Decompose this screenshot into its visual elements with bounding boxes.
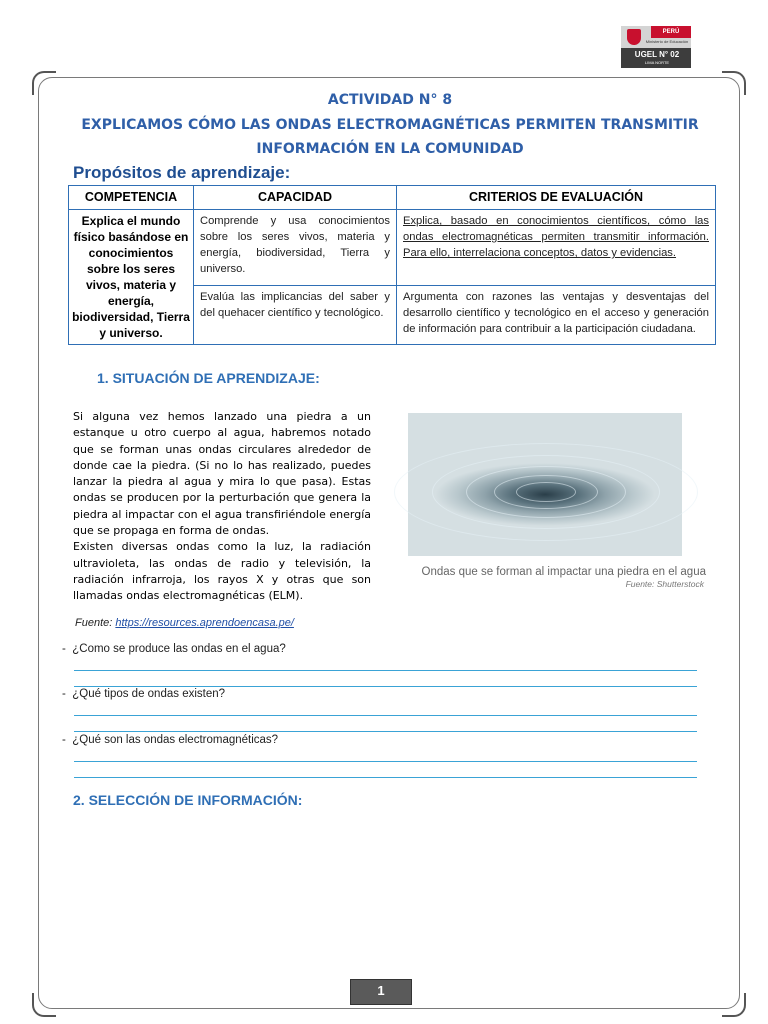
ripple-ring xyxy=(394,443,698,541)
capacidad-cell: Comprende y usa conocimientos sobre los seres vivos, materia y energía, biodiversidad, Tierra y universo. xyxy=(194,210,397,286)
question-1 xyxy=(62,643,286,655)
page-number: 1 xyxy=(350,979,412,1005)
column-header-competencia: COMPETENCIA xyxy=(69,186,194,210)
shield-icon xyxy=(627,29,641,45)
frame-corner-bottom-left xyxy=(32,993,56,1017)
logo-unit: UGEL N° 02 xyxy=(634,50,680,59)
situacion-text xyxy=(73,409,371,605)
criterio-text: Explica, basado en conocimientos científicos, cómo las ondas electromagnéticas permiten transmitir información. Para ello, interrelaciona conceptos, datos y evidencias. xyxy=(403,215,709,259)
logo-country: PERÚ xyxy=(651,26,691,38)
table-row xyxy=(69,210,716,286)
question-2 xyxy=(62,688,225,700)
criterio-cell: Argumenta con razones las ventajas y desventajas del desarrollo científico y tecnológico en el acceso y generación de información para contribuir a la participación ciudadana. xyxy=(397,286,716,345)
photo-caption: Ondas que se forman al impactar una piedra en el agua xyxy=(421,566,706,578)
question-text: ¿Qué son las ondas electromagnéticas? xyxy=(72,734,279,746)
activity-title-line-1: EXPLICAMOS CÓMO LAS ONDAS ELECTROMAGNÉTICAS PERMITEN TRANSMITIR xyxy=(81,117,699,133)
source-line xyxy=(75,617,294,629)
activity-number: ACTIVIDAD N° 8 xyxy=(327,92,453,108)
answer-line[interactable] xyxy=(74,777,697,778)
question-text: ¿Qué tipos de ondas existen? xyxy=(72,688,226,700)
situacion-paragraph-2: Existen diversas ondas como la luz, la radiación ultravioleta, las ondas de radio y televisión, la radiación infrarroja, los rayos X y otras que son llamadas ondas electromagnéticas (ELM). xyxy=(73,540,371,603)
question-bullet: - xyxy=(62,688,66,700)
capacidad-cell: Evalúa las implicancias del saber y del quehacer científico y tecnológico. xyxy=(194,286,397,345)
competencia-cell: Explica el mundo físico basándose en conocimientos sobre los seres vivos, materia y energía, biodiversidad, Tierra y universo. xyxy=(69,210,194,345)
source-link[interactable]: https://resources.aprendoencasa.pe/ xyxy=(115,617,294,629)
column-header-criterios: CRITERIOS DE EVALUACIÓN xyxy=(397,186,716,210)
column-header-capacidad: CAPACIDAD xyxy=(194,186,397,210)
photo-source: Fuente: Shutterstock xyxy=(625,579,704,589)
answer-line[interactable] xyxy=(74,731,697,732)
activity-title-line-2: INFORMACIÓN EN LA COMUNIDAD xyxy=(256,141,524,157)
section-heading-seleccion: 2. SELECCIÓN DE INFORMACIÓN: xyxy=(73,792,303,808)
logo-region: LIMA NORTE xyxy=(644,60,670,65)
answer-line[interactable] xyxy=(74,670,697,671)
frame-corner-bottom-right xyxy=(722,993,746,1017)
answer-line[interactable] xyxy=(74,686,697,687)
ugel-logo xyxy=(621,26,691,68)
logo-bottom-band xyxy=(621,48,691,68)
answer-line[interactable] xyxy=(74,715,697,716)
section-heading-situacion: 1. SITUACIÓN DE APRENDIZAJE: xyxy=(97,370,320,386)
logo-ministry: Ministerio de Educación xyxy=(645,39,689,44)
source-label: Fuente: xyxy=(75,617,113,629)
question-bullet: - xyxy=(62,643,66,655)
answer-line[interactable] xyxy=(74,761,697,762)
competency-table xyxy=(68,185,716,345)
question-3 xyxy=(62,734,278,746)
water-ripples-photo xyxy=(408,413,682,556)
question-text: ¿Como se produce las ondas en el agua? xyxy=(72,643,286,655)
situacion-paragraph-1: Si alguna vez hemos lanzado una piedra a un estanque u otro cuerpo al agua, habremos notado que se forman unas ondas circulares alrededor de donde cae la piedra. (Si no lo has realizado, puedes lanzar la piedra al agua y mira lo que pasa). Estas ondas se producen por la perturbación que genera la piedra al impactar con el agua transfiriéndole energía que se propaga en forma de ondas. xyxy=(73,410,371,538)
question-bullet: - xyxy=(62,734,66,746)
propositos-heading: Propósitos de aprendizaje: xyxy=(73,163,291,182)
criterio-cell xyxy=(397,210,716,286)
table-header-row xyxy=(69,186,716,210)
